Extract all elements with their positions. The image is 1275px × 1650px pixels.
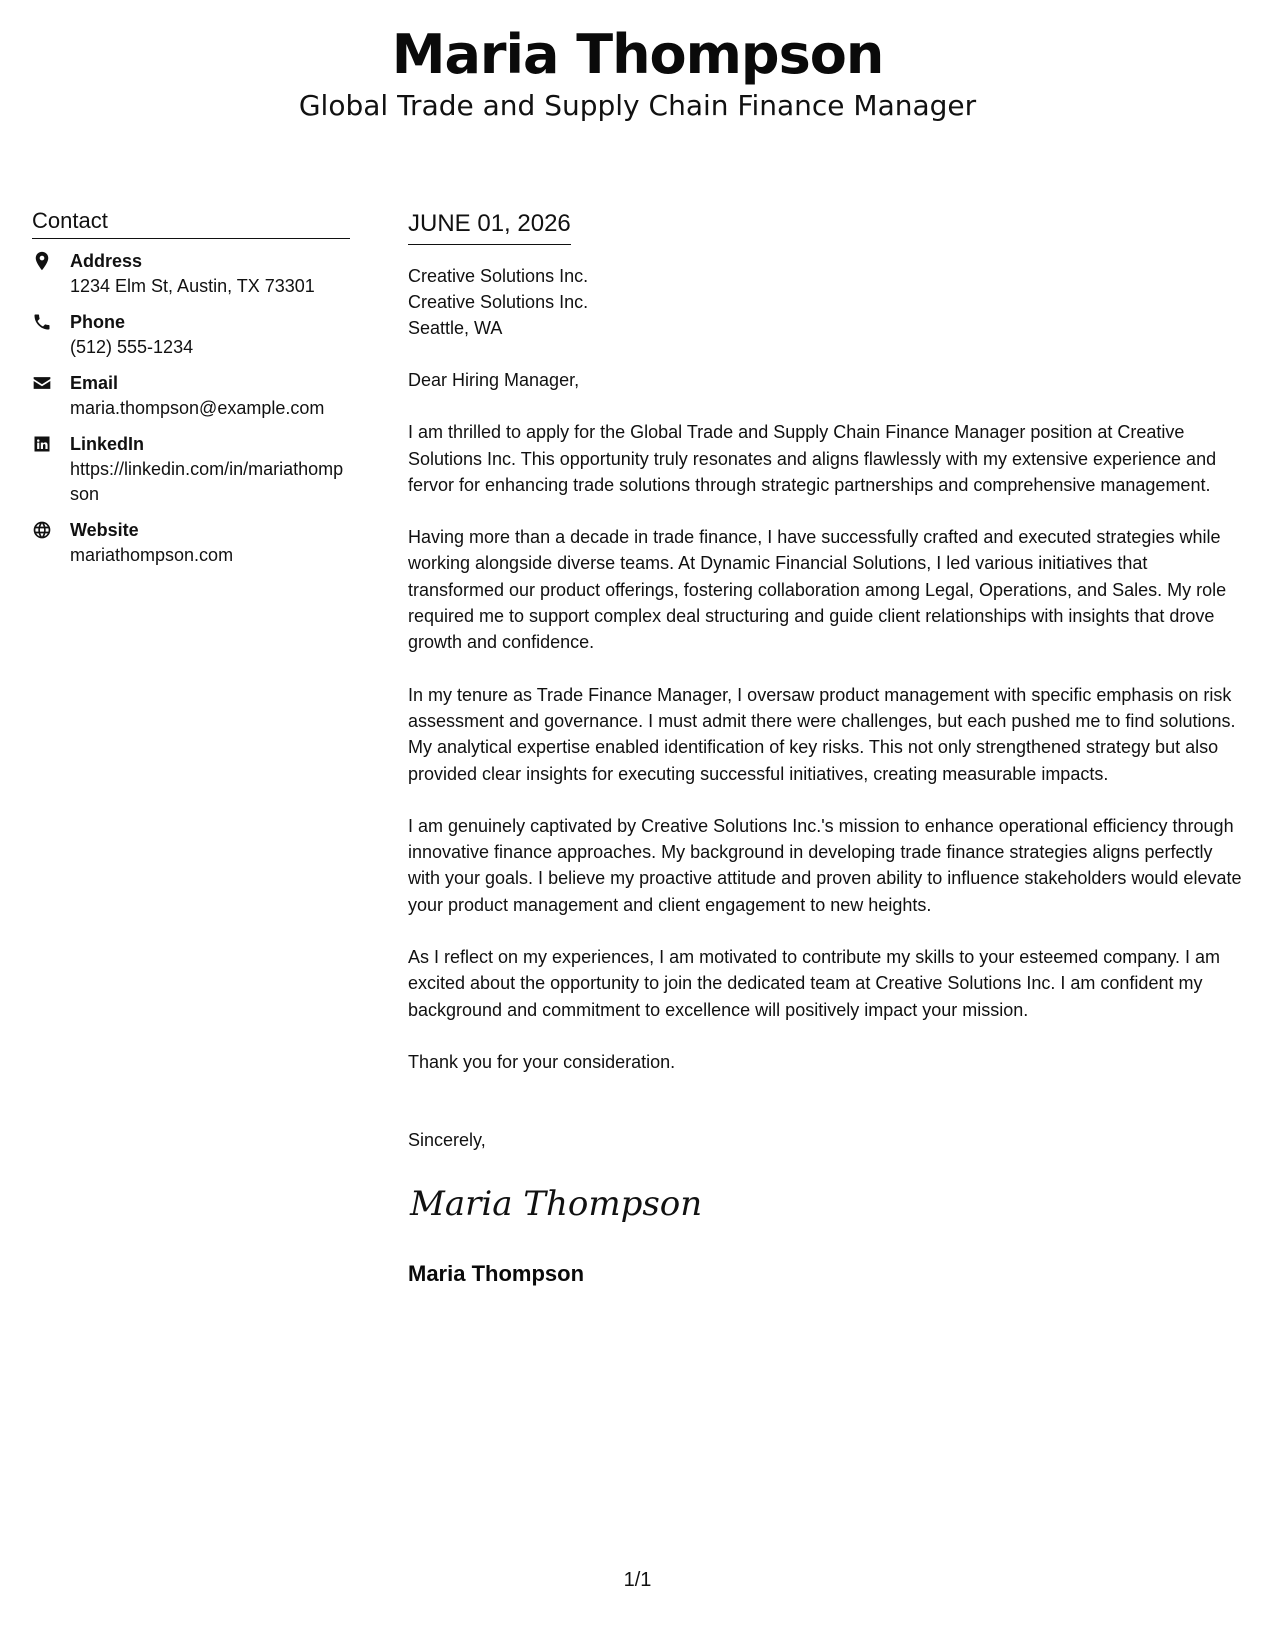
address-label: Address: [70, 251, 143, 271]
website-label: Website: [70, 520, 139, 540]
applicant-name: Maria Thompson: [391, 23, 884, 86]
letter-body: [408, 208, 1248, 1289]
job-title: Global Trade and Supply Chain Finance Manager: [298, 89, 977, 122]
recipient-block: [408, 263, 1248, 341]
website-value[interactable]: mariathompson.com: [70, 545, 234, 565]
email-label: Email: [70, 373, 119, 393]
envelope-icon: [32, 373, 54, 395]
globe-icon: [32, 520, 54, 542]
letter-paragraph: I am thrilled to apply for the Global Trade and Supply Chain Finance Manager position at Creative Solutions Inc. This opportunity truly resonates and aligns flawlessly with my extensive experience and fervor for enhancing trade solutions through strategic partnerships and comprehensive management.: [408, 422, 1217, 495]
linkedin-label: LinkedIn: [70, 434, 145, 454]
linkedin-icon: [32, 434, 54, 456]
map-pin-icon: [32, 251, 54, 273]
phone-icon: [32, 312, 54, 334]
phone-label: Phone: [70, 312, 126, 332]
email-value[interactable]: maria.thompson@example.com: [70, 398, 325, 418]
contact-sidebar: [32, 206, 350, 579]
signature-text: Maria Thompson: [410, 1184, 703, 1225]
letter-date-block: [408, 208, 571, 245]
recipient-line: Creative Solutions Inc.: [408, 292, 589, 312]
contact-website: [32, 518, 350, 568]
phone-value: (512) 555-1234: [70, 337, 194, 357]
closing: Sincerely,: [408, 1130, 486, 1151]
contact-email: [32, 371, 350, 421]
contact-address: [32, 249, 350, 299]
recipient-line: Creative Solutions Inc.: [408, 266, 589, 286]
page-number: 1/1: [623, 1569, 652, 1591]
signer-name: Maria Thompson: [408, 1261, 585, 1287]
contact-linkedin: [32, 432, 350, 507]
letter-paragraph: I am genuinely captivated by Creative Solutions Inc.'s mission to enhance operational efficiency through innovative finance approaches. My background in developing trade finance strategies aligns perfectly with your goals. I believe my proactive attitude and proven ability to influence stakeholders would elevate your product management and client engagement to new heights.: [408, 815, 1242, 915]
salutation: Dear Hiring Manager,: [408, 370, 580, 390]
linkedin-value[interactable]: https://linkedin.com/in/mariathompson: [70, 459, 344, 504]
contact-heading: Contact: [32, 206, 350, 239]
letter-paragraph: Having more than a decade in trade finance, I have successfully crafted and executed strategies while working alongside diverse teams. At Dynamic Financial Solutions, I led various initiatives that transformed our product offerings, fostering collaboration among Legal, Operations, and Sales. My role required me to support complex deal structuring and guide client relationships with insights that drove growth and confidence.: [408, 527, 1227, 653]
address-value: 1234 Elm St, Austin, TX 73301: [70, 276, 315, 296]
letter-paragraph: In my tenure as Trade Finance Manager, I oversaw product management with specific emphasis on risk assessment and governance. I must admit there were challenges, but each pushed me to find solutions. My analytical expertise enabled identification of key risks. This not only strengthened strategy but also provided clear insights for executing successful initiatives, creating measurable impacts.: [408, 684, 1236, 784]
letter-date: JUNE 01, 2026: [408, 210, 571, 237]
contact-phone: [32, 310, 350, 360]
recipient-line: Seattle, WA: [408, 318, 503, 338]
handwritten-signature: [408, 1173, 1248, 1233]
letter-paragraph: Thank you for your consideration.: [408, 1051, 676, 1072]
letter-paragraph: As I reflect on my experiences, I am motivated to contribute my skills to your esteemed company. I am excited about the opportunity to join the dedicated team at Creative Solutions Inc. I am confident my background and commitment to excellence will positively impact your mission.: [408, 947, 1220, 1020]
